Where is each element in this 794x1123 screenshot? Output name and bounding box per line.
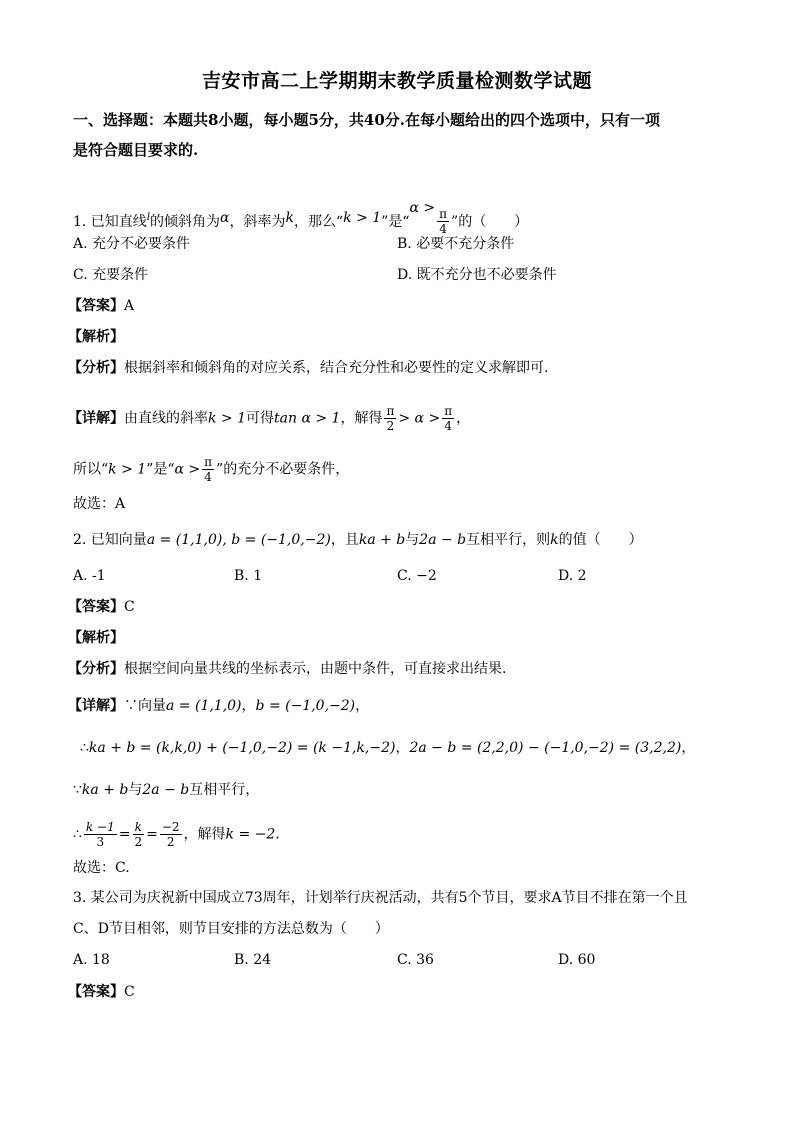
q3-answer [68,982,135,1002]
q1-pi-over-4 [202,455,214,484]
q1-stem-text: 的倾斜角为 [150,214,221,230]
answer-label: 【答案】 [68,298,124,314]
q1-detail-math: tan α > 1 [274,410,341,427]
q1-option-b: B. 必要不充分条件 [397,236,515,252]
q1-detail-text: ，解得 [340,410,383,427]
frac-denominator: 4 [444,419,452,433]
q2-option-b: B. 1 [234,568,263,584]
q2-vectors: a = (1,1,0), b = (−1,0,−2) [146,532,331,548]
q1-option-d: D. 既不充分也不必要条件 [397,267,557,283]
q2-detail-text: ， [355,698,370,714]
q2-fenxi [68,659,506,679]
q1-conclusion: 故选：A [73,496,126,512]
q3-answer-value: C [124,984,135,1000]
q2-analysis-label [68,628,124,648]
fenxi-label: 【分析】 [68,360,124,376]
q3-option-a: A. 18 [73,952,110,968]
q1-var-alpha: α [220,210,230,226]
q1-detail-math: α > [174,461,201,478]
q2-option-c: C. −2 [397,568,437,584]
q1-answer-value: A [124,298,135,314]
q1-option-c: C. 充要条件 [73,267,149,283]
frac-denominator: 2 [134,835,143,849]
q3-option-b: B. 24 [234,952,272,968]
section-heading-line2: 是符合题目要求的. [73,141,199,159]
q1-stem-text: ”的（ ） [451,214,529,230]
q1-stem [73,198,528,236]
q1-detail-text: ， [456,410,471,427]
q1-alpha-gt: α > [409,200,436,216]
page-title: 吉安市高二上学期期末教学质量检测数学试题 [201,70,592,92]
q1-analysis-label [68,327,124,347]
q2-detail-text: ， [241,698,256,714]
q2-detail-line4 [73,820,280,849]
q1-var-l: l [146,212,151,223]
q2-vector-expr: ka + b [358,532,406,548]
q2-stem-text: 2. 已知向量 [73,532,147,548]
q3-stem-line2: C、D节目相邻，则节目安排的方法总数为（ ） [73,921,389,937]
q2-vector-expr: 2a − b [419,532,467,548]
q1-pi-over-4 [437,207,449,236]
q2-detail-text: ∵ [73,782,82,798]
q2-detail-math: ka + b = (k,k,0) + (−1,0,−2) = (k −1,k,−2) [88,740,396,756]
q2-detail-text: ， [681,740,696,756]
q1-stem-text: 1. 已知直线 [73,214,147,230]
q3-option-d: D. 60 [558,952,596,968]
q1-detail-line2 [73,455,349,484]
q1-condition: k > 1 [343,210,382,226]
q2-conclusion: 故选：C. [73,860,130,876]
frac-numerator: π [444,404,453,418]
q1-fenxi [68,358,548,378]
q2-stem-text: 的值（ ） [558,532,643,548]
q2-detail-text: 互相平行， [189,782,260,798]
q2-detail-math: b = (−1,0,−2) [255,698,356,714]
q2-detail-text: ∴ [80,740,89,756]
frac-denominator: 2 [166,835,175,849]
q2-stem [73,530,643,550]
q2-detail-text: 与 [128,782,143,798]
q3-stem-line1: 3. 某公司为庆祝新中国成立73周年，计划举行庆祝活动，共有5个节目，要求A节目不排在第一个且 [73,890,688,906]
q1-option-a: A. 充分不必要条件 [73,236,191,252]
frac-numerator: −2 [161,820,180,834]
q2-stem-text: 互相平行，则 [466,532,551,548]
frac-denominator: 4 [439,222,447,236]
q2-fenxi-text: 根据空间向量共线的坐标表示，由题中条件，可直接求出结果. [124,661,507,677]
q1-pi-over-4 [442,404,454,433]
q2-detail-text: ∵向量 [124,698,166,714]
q2-detail-line3 [73,780,259,800]
frac-denominator: 2 [386,419,395,433]
section-heading-line1: 一、选择题：本题共8小题，每小题5分，共40分.在每小题给出的四个选项中，只有一项 [73,111,660,129]
q2-detail-text: . [275,826,280,843]
frac-numerator: π [386,404,395,418]
q1-detail-math: k > 1 [208,410,247,427]
q2-answer [68,597,135,617]
q1-detail-math: > α > [398,410,441,427]
q2-option-d: D. 2 [558,568,587,584]
q2-stem-text: ，且 [330,532,359,548]
frac-denominator: 3 [96,835,105,849]
detail-label: 【详解】 [68,410,124,427]
q2-detail-math: k = −2 [225,826,276,843]
answer-label: 【答案】 [68,599,124,615]
q1-stem-text: ，那么“ [293,214,344,230]
q2-option-a: A. -1 [73,568,106,584]
analysis-label: 【解析】 [68,630,124,646]
q2-stem-text: 与 [405,532,420,548]
equals-sign: = [118,826,131,843]
q2-var-k: k [550,532,559,548]
frac-numerator: k [134,820,142,834]
q2-detail-line2 [80,738,695,758]
q2-detail-text: ， [395,740,410,756]
q1-detail-text: 可得 [246,410,275,427]
q1-detail-text: ”是“ [146,461,175,478]
frac-numerator: π [439,207,448,221]
q1-pi-over-2 [384,404,396,433]
q2-fraction-1 [84,820,117,849]
fenxi-label: 【分析】 [68,661,124,677]
q1-stem-text: ”是“ [381,214,410,230]
q2-detail-math: ka + b [81,782,129,798]
q3-option-c: C. 36 [397,952,434,968]
frac-numerator: π [204,455,213,469]
q1-detail-text: ”的充分不必要条件， [216,461,350,478]
answer-label: 【答案】 [68,984,124,1000]
detail-label: 【详解】 [68,698,124,714]
q2-detail-text: ∴ [73,826,82,843]
q1-answer [68,296,134,316]
q1-detail-text: 由直线的斜率 [124,410,208,427]
analysis-label: 【解析】 [68,329,124,345]
q2-detail-math: 2a − b = (2,2,0) − (−1,0,−2) = (3,2,2) [409,740,682,756]
q1-detail-math: k > 1 [108,461,147,478]
q2-detail-text: ，解得 [183,826,226,843]
q1-stem-text: ，斜率为 [229,214,286,230]
q2-fraction-3 [160,820,182,849]
q2-answer-value: C [124,599,135,615]
q2-detail-math: 2a − b [142,782,190,798]
frac-denominator: 4 [204,470,212,484]
q1-fenxi-text: 根据斜率和倾斜角的对应关系，结合充分性和必要性的定义求解即可. [124,360,549,376]
q1-detail-line1 [68,404,470,433]
q1-var-k: k [285,210,294,226]
q2-detail-math: a = (1,1,0) [166,698,242,714]
q1-detail-text: 所以“ [73,461,109,478]
q2-fraction-2 [132,820,144,849]
q2-detail-line1 [68,696,369,716]
equals-sign: = [146,826,158,843]
frac-numerator: k −1 [85,820,115,834]
